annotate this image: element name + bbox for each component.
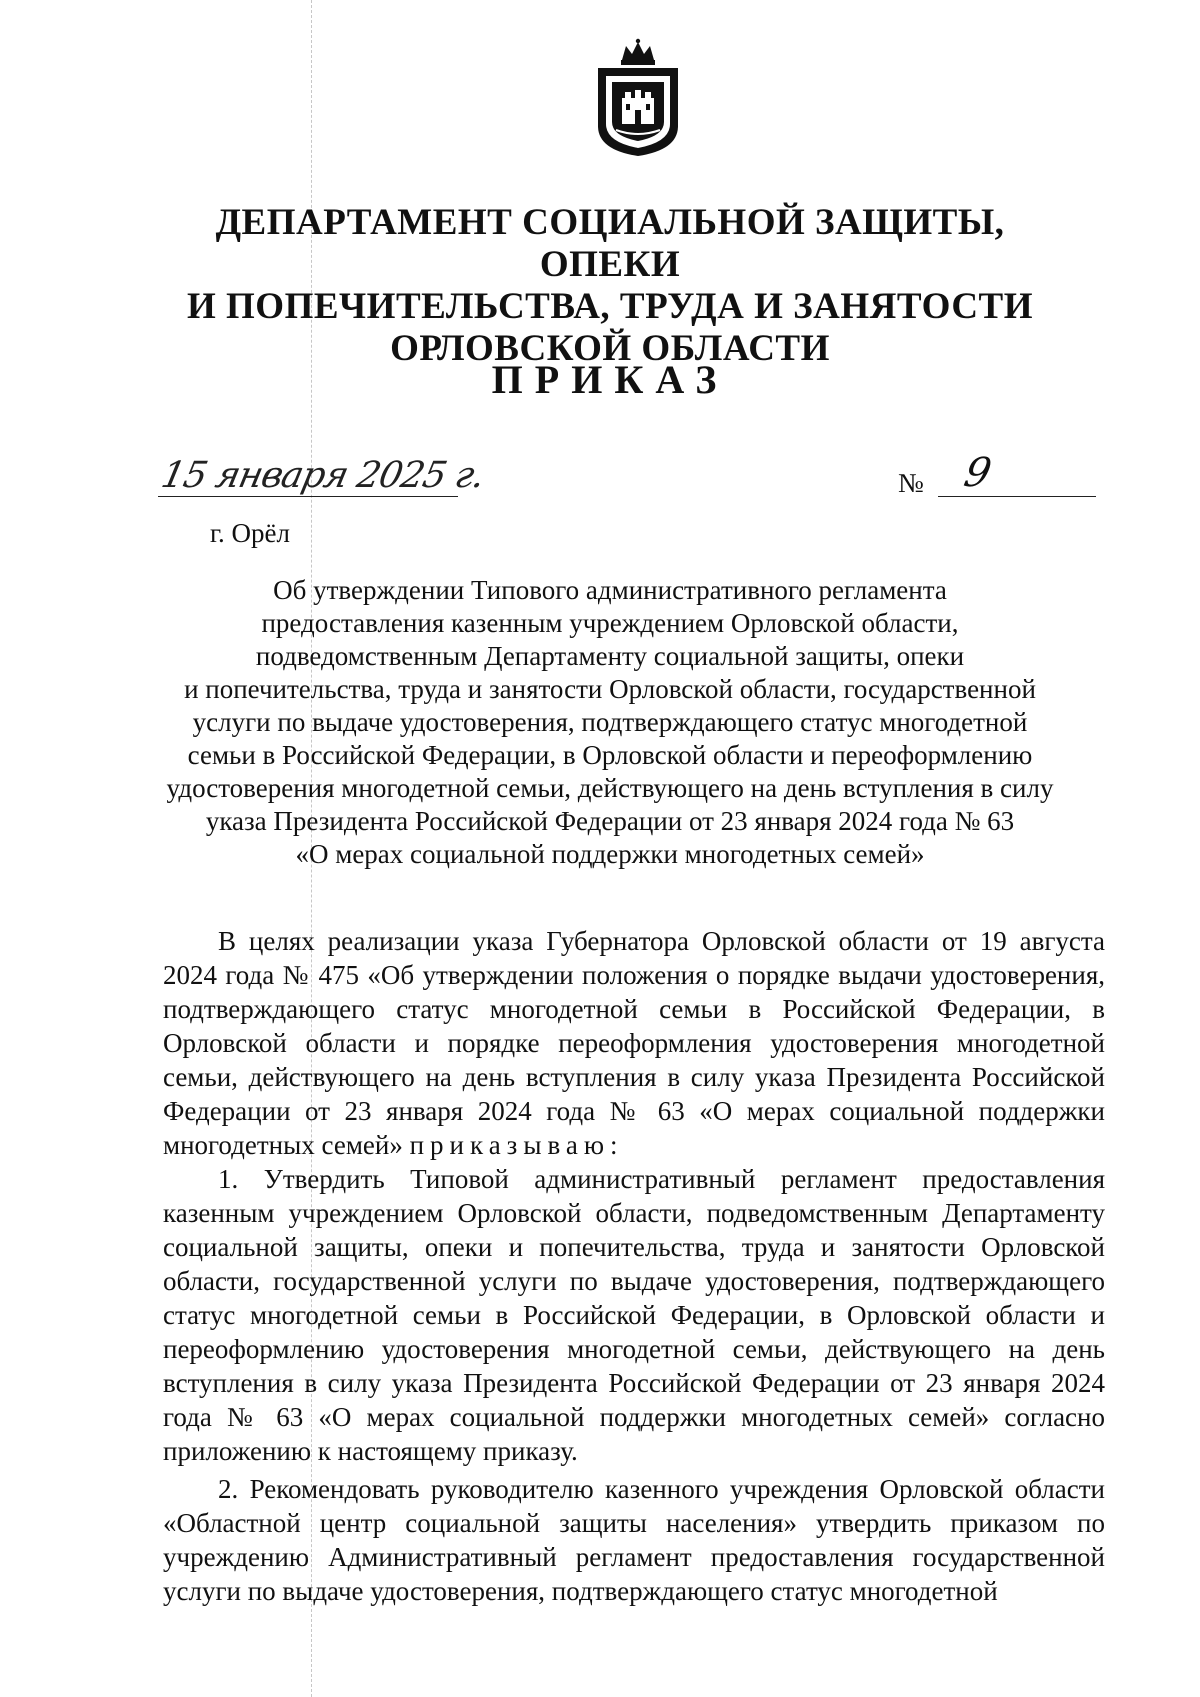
order-subject: [150, 574, 1070, 871]
subject-line: «О мерах социальной поддержки многодетных семей»: [295, 839, 925, 869]
coat-of-arms-icon: [592, 38, 684, 158]
subject-line: услуги по выдаче удостоверения, подтверждающего статус многодетной: [192, 707, 1028, 737]
department-title: [150, 202, 1070, 370]
city-label: г. Орёл: [210, 518, 290, 548]
subject-line: предоставления казенным учреждением Орловской области,: [261, 608, 959, 638]
number-underline: [938, 496, 1096, 497]
subject-line: подведомственным Департаменту социальной защиты, опеки: [255, 641, 965, 671]
item-1-paragraph: 1. Утвердить Типовой административный регламент предоставления казенным учреждением Орловской области, подведомственным Департаменту социальной защиты, опеки и попечительства, труда и занятости Орловской области, государственной услуги по выдаче удостоверения, подтверждающего статус многодетной семьи в Российской Федерации, в Орловской области и переоформлению удостоверения многодетной семьи, действующего на день вступления в силу указа Президента Российской Федерации от 23 января 2024 года № 63 «О мерах социальной поддержки многодетных семей» согласно приложению к настоящему приказу.: [163, 1164, 1105, 1466]
item-2-paragraph: 2. Рекомендовать руководителю казенного учреждения Орловской области «Областной центр социальной защиты населения» утвердить приказом по учреждению Административный регламент предоставления государственной услуги по выдаче удостоверения, подтверждающего статус многодетной: [163, 1474, 1105, 1606]
date-underline: [158, 496, 458, 497]
department-line: ОРЛОВСКОЙ ОБЛАСТИ: [390, 328, 830, 369]
department-line: И ПОПЕЧИТЕЛЬСТВА, ТРУДА И ЗАНЯТОСТИ: [186, 286, 1033, 327]
handwritten-date: 15 января 2025 г.: [157, 455, 488, 496]
handwritten-number: 9: [960, 450, 996, 496]
subject-line: Об утверждении Типового административного регламента: [273, 575, 947, 605]
subject-line: и попечительства, труда и занятости Орловской области, государственной: [184, 674, 1036, 704]
preamble-paragraph: [163, 924, 1105, 1162]
subject-line: удостоверения многодетной семьи, действующего на день вступления в силу: [166, 773, 1054, 803]
department-line: ДЕПАРТАМЕНТ СОЦИАЛЬНОЙ ЗАЩИТЫ, ОПЕКИ: [215, 202, 1005, 285]
document-type-heading: ПРИКАЗ: [491, 357, 729, 402]
preamble-text: В целях реализации указа Губернатора Орловской области от 19 августа 2024 года № 475 «Об утверждении положения о порядке выдачи удостоверения, подтверждающего статус многодетной семьи в Российской Федерации, в Орловской области и порядке переоформления удостоверения многодетной семьи, действующего на день вступления в силу указа Президента Российской Федерации от 23 января 2024 года № 63 «О мерах социальной поддержки многодетных семей»: [163, 926, 1105, 1160]
order-word: приказываю:: [409, 1130, 624, 1160]
subject-line: семьи в Российской Федерации, в Орловской области и переоформлению: [187, 740, 1033, 770]
number-label: №: [898, 468, 924, 498]
subject-line: указа Президента Российской Федерации от 23 января 2024 года № 63: [205, 806, 1015, 836]
order-body: [163, 924, 1105, 1608]
